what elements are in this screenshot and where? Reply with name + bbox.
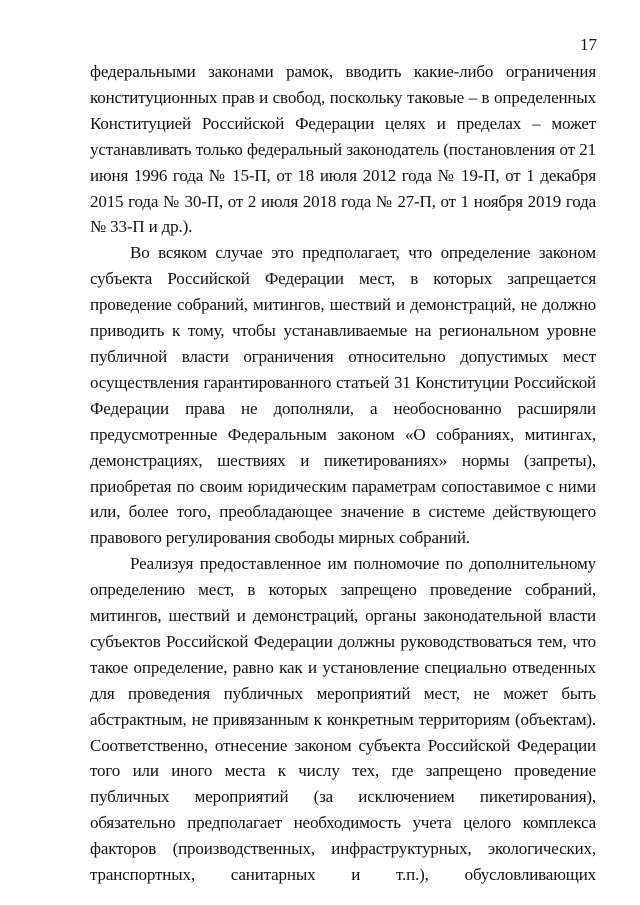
paragraph-legislative-authority: Реализуя предоставленное им полномочие по дополнительному определению мест, в которых запрещено проведение собраний, митингов, шествий и демонстраций, органы законодательной власти субъектов Российской Федерации должны руководствоваться тем, что такое определение, равно как и установление специально отведенных для проведения публичных мероприятий мест, не может быть абстрактным, не привязанным к конкретным территориям (объектам). Соответственно, отнесение законом субъекта Российской Федерации того или иного места к числу тех, где запрещено проведение публичных мероприятий (за исключением пикетирования), обязательно предполагает необходимость учета целого комплекса факторов (производственных, инфраструктурных, экологических, транспортных, санитарных и т.п.), обусловливающих xyxy=(90,554,596,885)
document-body xyxy=(90,59,596,888)
page-number: 17 xyxy=(580,35,597,54)
paragraph-continuation: федеральными законами рамок, вводить какие-либо ограничения конституционных прав и свобод, поскольку таковые – в определенных Конституцией Российской Федерации целях и пределах – может устанавливать только федеральный законодатель (постановления от 21 июня 1996 года № 15-П, от 18 июля 2012 года № 19-П, от 1 декабря 2015 года № 30-П, от 2 июля 2018 года № 27-П, от 1 ноября 2019 года № 33-П и др.). xyxy=(90,62,596,237)
paragraph-regional-restrictions: Во всяком случае это предполагает, что определение законом субъекта Российской Федерации мест, в которых запрещается проведение собраний, митингов, шествий и демонстраций, не должно приводить к тому, чтобы устанавливаемые на региональном уровне публичной власти ограничения относительно допустимых мест осуществления гарантированного статьей 31 Конституции Российской Федерации права не дополняли, а необоснованно расширяли предусмотренные Федеральным законом «О собраниях, митингах, демонстрациях, шествиях и пикетированиях» нормы (запреты), приобретая по своим юридическим параметрам сопоставимое с ними или, более того, преобладающее значение в системе действующего правового регулирования свободы мирных собраний. xyxy=(90,243,596,548)
